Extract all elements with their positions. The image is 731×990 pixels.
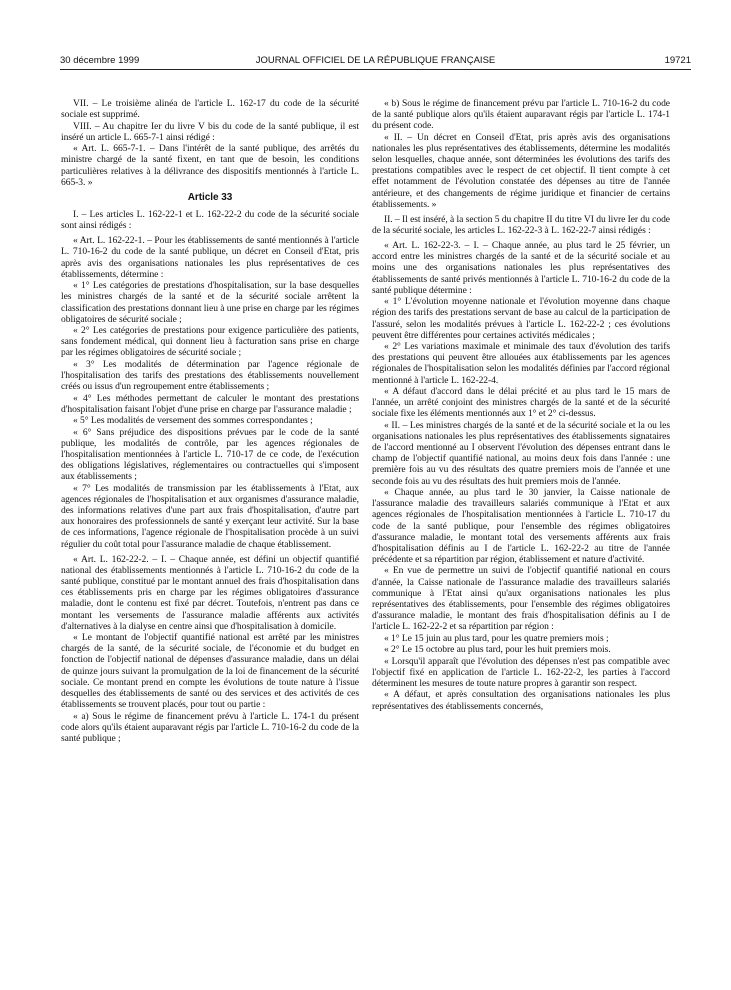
paragraph: « 6° Sans préjudice des dispositions prévues par le code de la santé publique, les modalités de contrôle, par les agences régionales de l'hospitalisation mentionnées à l'article L. 710-17 de ce code, de l'exécution des obligations législatives, réglementaires ou contractuelles qui s'imposent aux établissements ; <box>61 426 359 483</box>
paragraph: « 2° Les catégories de prestations pour exigence particulière des patients, sans fondement médical, qui donnent lieu à facturation sans prise en charge par les régimes obligatoires de sécurité sociale ; <box>61 325 359 359</box>
paragraph: I. – Les articles L. 162-22-1 et L. 162-22-2 du code de la sécurité sociale sont ainsi rédigés : <box>61 209 359 232</box>
paragraph: « 3° Les modalités de détermination par l'agence régionale de l'hospitalisation des tarifs des prestations des établissements nouvellement créés ou issus d'un regroupement entre établissements ; <box>61 358 359 393</box>
paragraph: « 1° Le 15 juin au plus tard, pour les quatre premiers mois ; <box>384 632 609 644</box>
paragraph: « En vue de permettre un suivi de l'objectif quantifié national en cours d'année, la Caisse nationale de l'assurance maladie des travailleurs salariés communique à l'Etat ainsi qu'aux organisations nationales les plus représentatives des établissements, pour l'ensemble des régimes obligatoires d'assurance maladie, le montant des frais d'hospitalisation définis au I de l'article L. 162-22-2 et sa répartition par région : <box>372 565 670 633</box>
paragraph: « A défaut d'accord dans le délai précité et au plus tard le 15 mars de l'année, un arrêté conjoint des ministres chargés de la santé et de la sécurité sociale fixe les éléments mentionnés aux 1° et 2° ci-dessus. <box>372 386 670 420</box>
article-heading: Article 33 <box>187 191 233 203</box>
paragraph: « 2° Les variations maximale et minimale des taux d'évolution des tarifs des prestations qui peuvent être allouées aux établissements par les agences régionales de l'hospitalisation selon les modalités définies par l'accord régional mentionné à l'article L. 162-22-4. <box>372 341 670 386</box>
paragraph: VII. – Le troisième alinéa de l'article L. 162-17 du code de la sécurité sociale est supprimé. <box>61 98 359 121</box>
paragraph: « II. – Les ministres chargés de la santé et de la sécurité sociale et la ou les organisations nationales les plus représentatives des établissements signataires de l'accord mentionné au I observent l'évolution des dépenses entrant dans le champ de l'objectif quantifié national, au moins deux fois dans l'année : une première fois au vu des résultats des quatre premiers mois de l'année et une seconde fois au vu des résultats des huit premiers mois de l'année. <box>372 419 670 487</box>
paragraph: « b) Sous le régime de financement prévu par l'article L. 710-16-2 du code de la santé publique alors qu'ils étaient auparavant régis par l'article L. 174-1 du présent code. <box>372 98 670 132</box>
paragraph: « Le montant de l'objectif quantifié national est arrêté par les ministres chargés de la santé, de la sécurité sociale, de l'économie et du budget en fonction de l'objectif national de dépenses d'assurance maladie, dans un délai de quinze jours suivant la promulgation de la loi de financement de la sécurité sociale. Ce montant prend en compte les évolutions de toute nature à l'issue desquelles des établissements de santé ou des services et des activités de ces établissements se trouvent placés, pour tout ou partie : <box>61 632 359 711</box>
paragraph: « II. – Un décret en Conseil d'Etat, pris après avis des organisations nationales les plus représentatives des établissements, détermine les modalités selon lesquelles, chaque année, sont déterminées les évolutions des tarifs des prestations compatibles avec le respect de cet objectif. Il tient compte à cet effet notamment de l'évolution constatée des dépenses au titre de l'année antérieure, et des changements de régime juridique et financier de certains établissements. » <box>372 131 670 210</box>
paragraph: « 5° Les modalités de versement des sommes correspondantes ; <box>73 415 313 427</box>
paragraph: « A défaut, et après consultation des organisations nationales les plus représentatives des établissements concernés, <box>372 689 670 712</box>
paragraph: « Art. L. 665-7-1. – Dans l'intérêt de la santé publique, des arrêtés du ministre chargé de la santé fixent, en tant que de besoin, les conditions particulières relatives à la délivrance des dispositifs mentionnés à l'article L. 665-3. » <box>61 143 359 188</box>
paragraph: « Art. L. 162-22-3. – I. – Chaque année, au plus tard le 25 février, un accord entre les ministres chargés de la santé et de la sécurité sociale et au moins une des organisations nationales les plus représentatives des établissements de santé privés mentionnés à l'article L. 710-16-2 du code de la santé publique détermine : <box>372 240 670 296</box>
paragraph: « a) Sous le régime de financement prévu à l'article L. 174-1 du présent code alors qu'ils étaient auparavant régis par l'article L. 710-16-2 du code de la santé publique ; <box>61 710 359 744</box>
header-title: JOURNAL OFFICIEL DE LA RÉPUBLIQUE FRANÇAISE <box>255 55 496 66</box>
paragraph: « 2° Le 15 octobre au plus tard, pour les huit premiers mois. <box>384 644 611 656</box>
page-header <box>60 55 691 69</box>
left-column <box>61 98 359 744</box>
paragraph: « 4° Les méthodes permettant de calculer le montant des prestations d'hospitalisation faisant l'objet d'une prise en charge par l'assurance maladie ; <box>61 392 359 415</box>
paragraph: « 7° Les modalités de transmission par les établissements à l'Etat, aux agences régionales de l'hospitalisation et aux organismes d'assurance maladie, des informations relatives d'une part aux frais d'hospitalisation, d'autre part aux honoraires des professionnels de santé y exerçant leur activité. Sur la base de ces informations, l'agence régionale de l'hospitalisation procède à un suivi régulier du coût total pour l'assurance maladie de chaque établissement. <box>61 482 359 550</box>
header-rule <box>60 69 691 70</box>
paragraph: « Art. L. 162-22-2. – I. – Chaque année, est défini un objectif quantifié national des établissements mentionnés à l'article L. 710-16-2 du code de la santé publique, constitué par le montant annuel des frais d'hospitalisation dans ces établissements pris en charge par les régimes obligatoires d'assurance maladie, dont le contenu est fixé par décret. Toutefois, n'entrent pas dans ce montant les versements de l'assurance maladie afférents aux activités d'alternatives à la dialyse en centre ainsi que d'hospitalisation à domicile. <box>61 553 359 632</box>
paragraph: « Lorsqu'il apparaît que l'évolution des dépenses n'est pas compatible avec l'objectif fixé en application de l'article L. 162-22-2, les parties à l'accord déterminent les mesures de toute nature propres à garantir son respect. <box>372 655 670 689</box>
paragraph: II. – Il est inséré, à la section 5 du chapitre II du titre VI du livre Ier du code de la sécurité sociale, les articles L. 162-22-3 à L. 162-22-7 ainsi rédigés : <box>372 213 670 237</box>
header-date: 30 décembre 1999 <box>60 55 140 66</box>
header-page-number: 19721 <box>664 55 691 66</box>
paragraph: « Art. L. 162-22-1. – Pour les établissements de santé mentionnés à l'article L. 710-16-2 du code de la santé publique, un décret en Conseil d'Etat, pris après avis des organisations nationales les plus représentatives de ces établissements, détermine : <box>61 235 359 280</box>
paragraph: « Chaque année, au plus tard le 30 janvier, la Caisse nationale de l'assurance maladie des travailleurs salariés communique à l'Etat et aux agences régionales de l'hospitalisation mentionnées à l'article L. 710-17 du code de la santé publique, pour l'ensemble des régimes obligatoires d'assurance maladie, le montant total des versements afférents aux frais d'hospitalisation définis au I de l'article L. 162-22-2 au titre de l'année précédente et sa répartition par région, établissement et nature d'activité. <box>372 487 670 566</box>
right-column <box>372 98 670 712</box>
paragraph: « 1° L'évolution moyenne nationale et l'évolution moyenne dans chaque région des tarifs des prestations servant de base au calcul de la participation de l'assuré, selon les modalités prévues à l'article L. 162-22-2 ; ces évolutions peuvent être différentes pour certaines activités médicales ; <box>372 296 670 341</box>
paragraph: VIII. – Au chapitre Ier du livre V bis du code de la santé publique, il est inséré un article L. 665-7-1 ainsi rédigé : <box>61 120 359 143</box>
paragraph: « 1° Les catégories de prestations d'hospitalisation, sur la base desquelles les ministres chargés de la santé et de la sécurité sociale arrêtent la classification des prestations donnant lieu à une prise en charge par les régimes obligatoires de sécurité sociale ; <box>61 280 359 325</box>
